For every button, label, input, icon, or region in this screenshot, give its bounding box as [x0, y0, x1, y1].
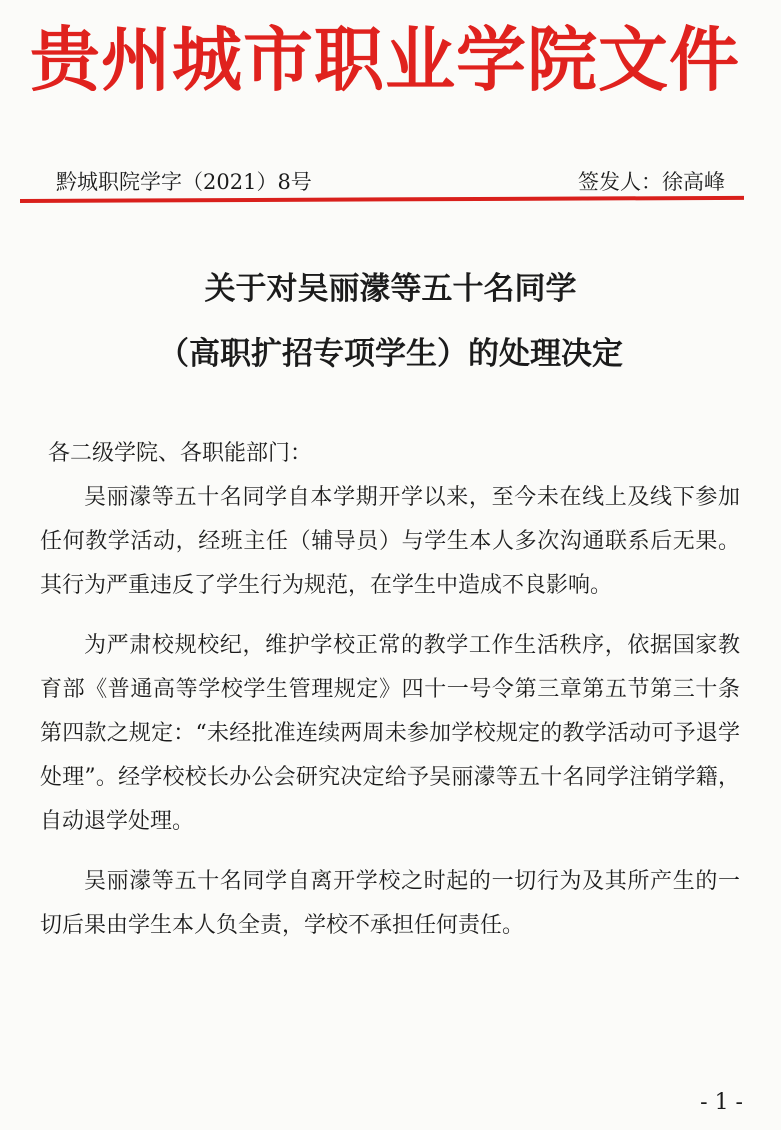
- document-number: 黔城职院学字（2021）8号: [56, 170, 312, 194]
- document-title-line-2: （高职扩招专项学生）的处理决定: [158, 336, 623, 372]
- page-number: - 1 -: [700, 1090, 743, 1115]
- body-paragraph-1: 吴丽濛等五十名同学自本学期开学以来，至今未在线上及线下参加任何教学活动，经班主任（辅导员）与学生本人多次沟通联系后无果。其行为严重违反了学生行为规范，在学生中造成不良影响。: [40, 485, 740, 598]
- document-body: [40, 432, 740, 948]
- salutation: 各二级学院、各职能部门：: [48, 441, 313, 466]
- document-title-line-1: 关于对吴丽濛等五十名同学: [204, 271, 577, 307]
- signer: 签发人：徐高峰: [578, 170, 725, 194]
- body-paragraph-2: 为严肃校规校纪，维护学校正常的教学工作生活秩序，依据国家教育部《普通高等学校学生管理规定》四十一号令第三章第五节第三十条第四款之规定：“未经批准连续两周未参加学校规定的教学活动可予退学处理”。经学校校长办公会研究决定给予吴丽濛等五十名同学注销学籍，自动退学处理。: [40, 633, 740, 834]
- issuer-masthead: 贵州城市职业学院文件: [30, 18, 740, 101]
- body-paragraph-3: 吴丽濛等五十名同学自离开学校之时起的一切行为及其所产生的一切后果由学生本人负全责，学校不承担任何责任。: [40, 869, 740, 938]
- red-divider-line: [20, 196, 744, 203]
